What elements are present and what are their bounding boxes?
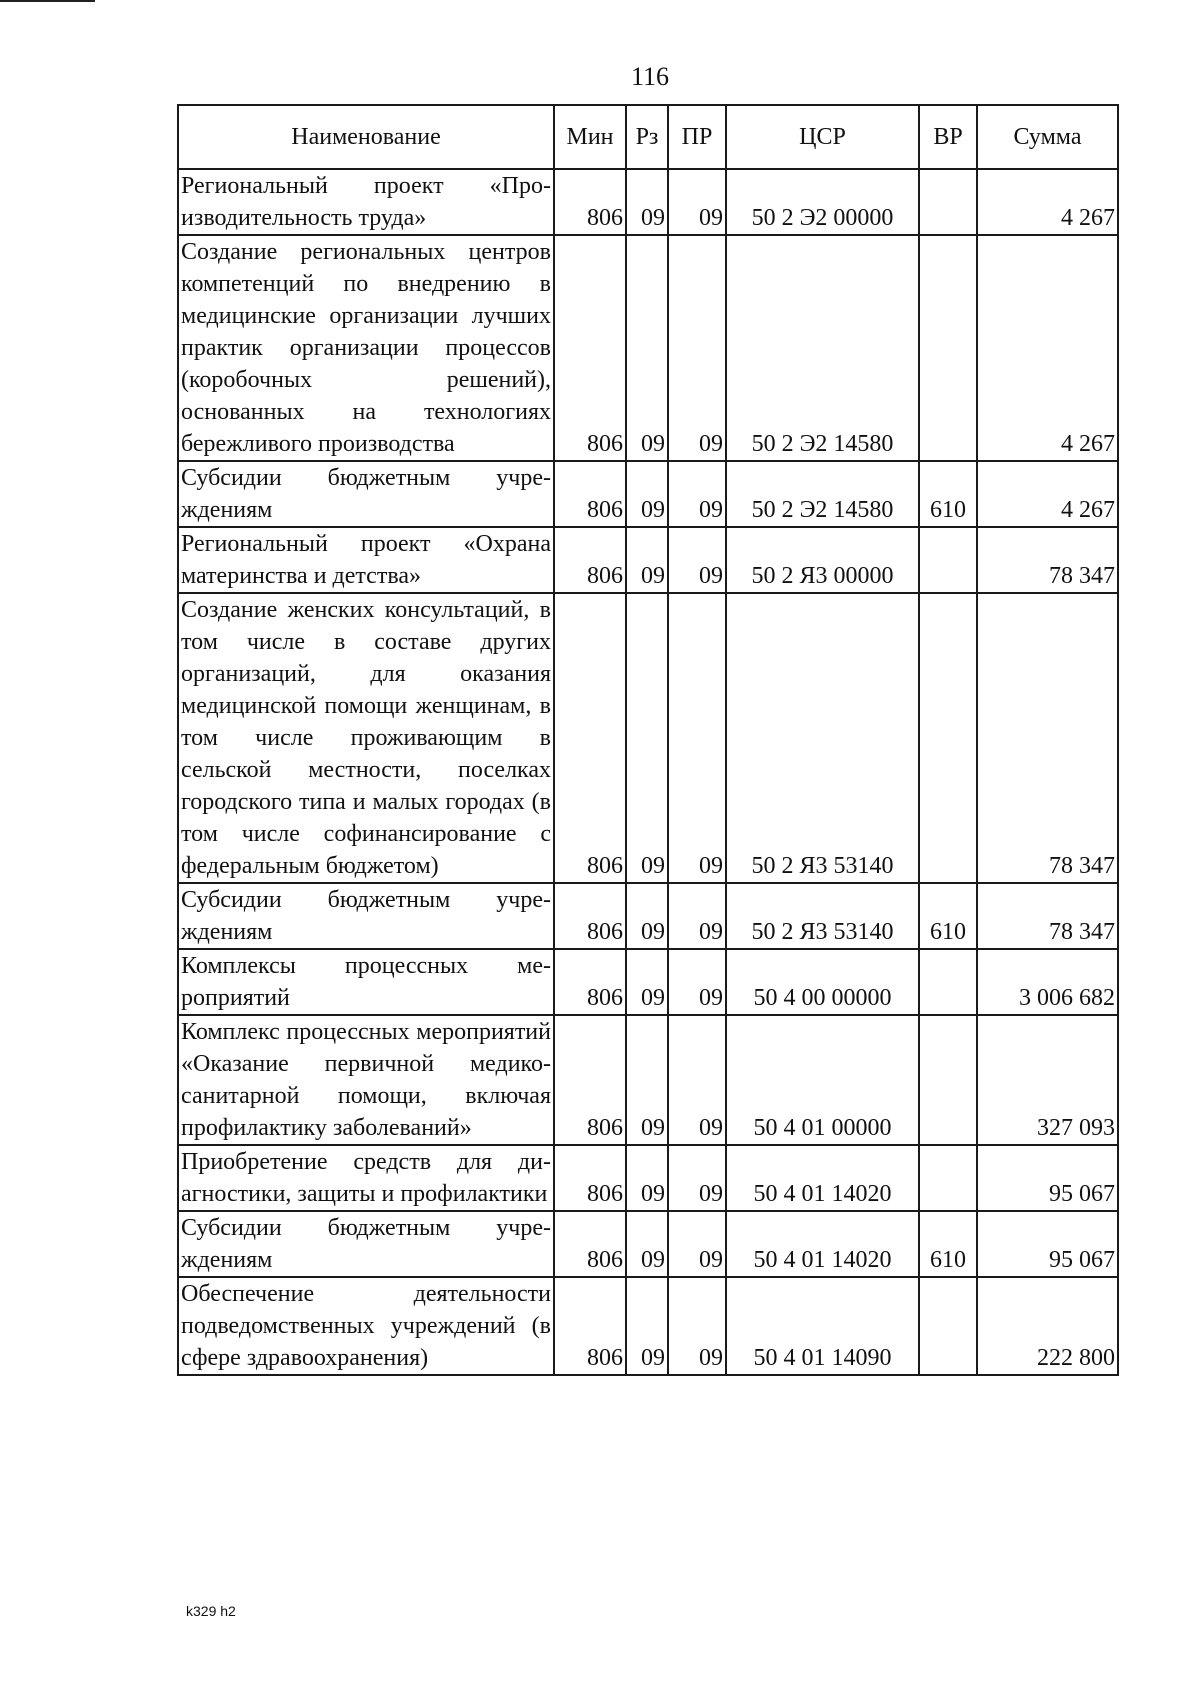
row-min: 806	[554, 169, 626, 235]
row-csr: 50 2 Э2 14580	[726, 461, 919, 527]
row-pr: 09	[668, 593, 726, 883]
row-vr	[919, 949, 977, 1015]
row-pr: 09	[668, 1145, 726, 1211]
header-sum: Сумма	[977, 105, 1118, 169]
row-vr	[919, 1145, 977, 1211]
row-pr: 09	[668, 235, 726, 461]
row-vr	[919, 169, 977, 235]
row-pr: 09	[668, 949, 726, 1015]
row-sum: 78 347	[977, 527, 1118, 593]
row-sum: 78 347	[977, 883, 1118, 949]
row-rz: 09	[626, 949, 668, 1015]
row-sum: 95 067	[977, 1145, 1118, 1211]
row-rz: 09	[626, 883, 668, 949]
row-pr: 09	[668, 527, 726, 593]
row-rz: 09	[626, 527, 668, 593]
row-vr	[919, 235, 977, 461]
row-name: Создание региональных центров компетенций по внедрению в медицинские организации лучших практик организации процессов (коробочных решений), основанных на технологиях бережливого производства	[178, 235, 554, 461]
row-pr: 09	[668, 1277, 726, 1375]
row-csr: 50 4 01 14020	[726, 1211, 919, 1277]
row-min: 806	[554, 527, 626, 593]
row-vr	[919, 1277, 977, 1375]
row-csr: 50 2 Я3 53140	[726, 593, 919, 883]
row-sum: 4 267	[977, 461, 1118, 527]
table-row	[178, 593, 1118, 883]
header-rz: Рз	[626, 105, 668, 169]
row-vr: 610	[919, 883, 977, 949]
row-sum: 327 093	[977, 1015, 1118, 1145]
row-min: 806	[554, 883, 626, 949]
table-row	[178, 527, 1118, 593]
row-pr: 09	[668, 1015, 726, 1145]
page-number: 116	[630, 62, 670, 91]
row-sum: 222 800	[977, 1277, 1118, 1375]
row-rz: 09	[626, 1211, 668, 1277]
row-vr: 610	[919, 1211, 977, 1277]
row-name: Обеспечение деятельности подведомственных учреждений (в сфере здравоохранения)	[178, 1277, 554, 1375]
row-name: Региональный проект «Охрана материнства и детства»	[178, 527, 554, 593]
row-csr: 50 2 Э2 00000	[726, 169, 919, 235]
row-min: 806	[554, 1277, 626, 1375]
row-csr: 50 2 Э2 14580	[726, 235, 919, 461]
row-rz: 09	[626, 1277, 668, 1375]
row-min: 806	[554, 1211, 626, 1277]
row-vr: 610	[919, 461, 977, 527]
table-row	[178, 1277, 1118, 1375]
row-rz: 09	[626, 593, 668, 883]
table-row	[178, 883, 1118, 949]
row-rz: 09	[626, 235, 668, 461]
row-sum: 3 006 682	[977, 949, 1118, 1015]
row-min: 806	[554, 461, 626, 527]
row-csr: 50 4 01 00000	[726, 1015, 919, 1145]
table-row	[178, 949, 1118, 1015]
header-row	[178, 105, 1118, 169]
row-name: Региональный проект «Производительность труда»	[178, 169, 554, 235]
row-rz: 09	[626, 461, 668, 527]
row-name: Субсидии бюджетным учреждениям	[178, 883, 554, 949]
row-rz: 09	[626, 1015, 668, 1145]
row-name: Субсидии бюджетным учреждениям	[178, 461, 554, 527]
row-csr: 50 2 Я3 53140	[726, 883, 919, 949]
table-row	[178, 169, 1118, 235]
row-name: Комплексы процессных мероприятий	[178, 949, 554, 1015]
header-csr: ЦСР	[726, 105, 919, 169]
header-name: Наименование	[178, 105, 554, 169]
row-rz: 09	[626, 1145, 668, 1211]
row-sum: 95 067	[977, 1211, 1118, 1277]
scan-corner-mark	[0, 0, 95, 2]
header-vr: ВР	[919, 105, 977, 169]
row-vr	[919, 527, 977, 593]
row-pr: 09	[668, 883, 726, 949]
row-min: 806	[554, 1145, 626, 1211]
row-min: 806	[554, 1015, 626, 1145]
row-pr: 09	[668, 169, 726, 235]
row-min: 806	[554, 593, 626, 883]
table-row	[178, 461, 1118, 527]
row-vr	[919, 1015, 977, 1145]
header-pr: ПР	[668, 105, 726, 169]
row-sum: 78 347	[977, 593, 1118, 883]
row-rz: 09	[626, 169, 668, 235]
table-row	[178, 235, 1118, 461]
table-row	[178, 1015, 1118, 1145]
row-min: 806	[554, 235, 626, 461]
row-sum: 4 267	[977, 235, 1118, 461]
header-min: Мин	[554, 105, 626, 169]
row-pr: 09	[668, 461, 726, 527]
row-csr: 50 4 01 14090	[726, 1277, 919, 1375]
row-name: Создание женских консультаций, в том числе в составе других организаций, для оказания медицинской помощи женщинам, в том числе проживающим в сельской местности, поселках городского типа и малых городах (в том числе софинансирование с федеральным бюджетом)	[178, 593, 554, 883]
budget-table	[177, 104, 1119, 1376]
row-vr	[919, 593, 977, 883]
table-row	[178, 1145, 1118, 1211]
table-body	[178, 169, 1118, 1375]
row-name: Субсидии бюджетным учреждениям	[178, 1211, 554, 1277]
row-csr: 50 4 00 00000	[726, 949, 919, 1015]
row-pr: 09	[668, 1211, 726, 1277]
footer-code: k329 h2	[186, 1603, 236, 1619]
row-min: 806	[554, 949, 626, 1015]
row-csr: 50 2 Я3 00000	[726, 527, 919, 593]
table-header	[178, 105, 1118, 169]
row-sum: 4 267	[977, 169, 1118, 235]
row-name: Приобретение средств для диагностики, защиты и профилактики	[178, 1145, 554, 1211]
row-csr: 50 4 01 14020	[726, 1145, 919, 1211]
row-name: Комплекс процессных мероприятий «Оказание первичной медико-санитарной помощи, включая профилактику заболеваний»	[178, 1015, 554, 1145]
table-row	[178, 1211, 1118, 1277]
